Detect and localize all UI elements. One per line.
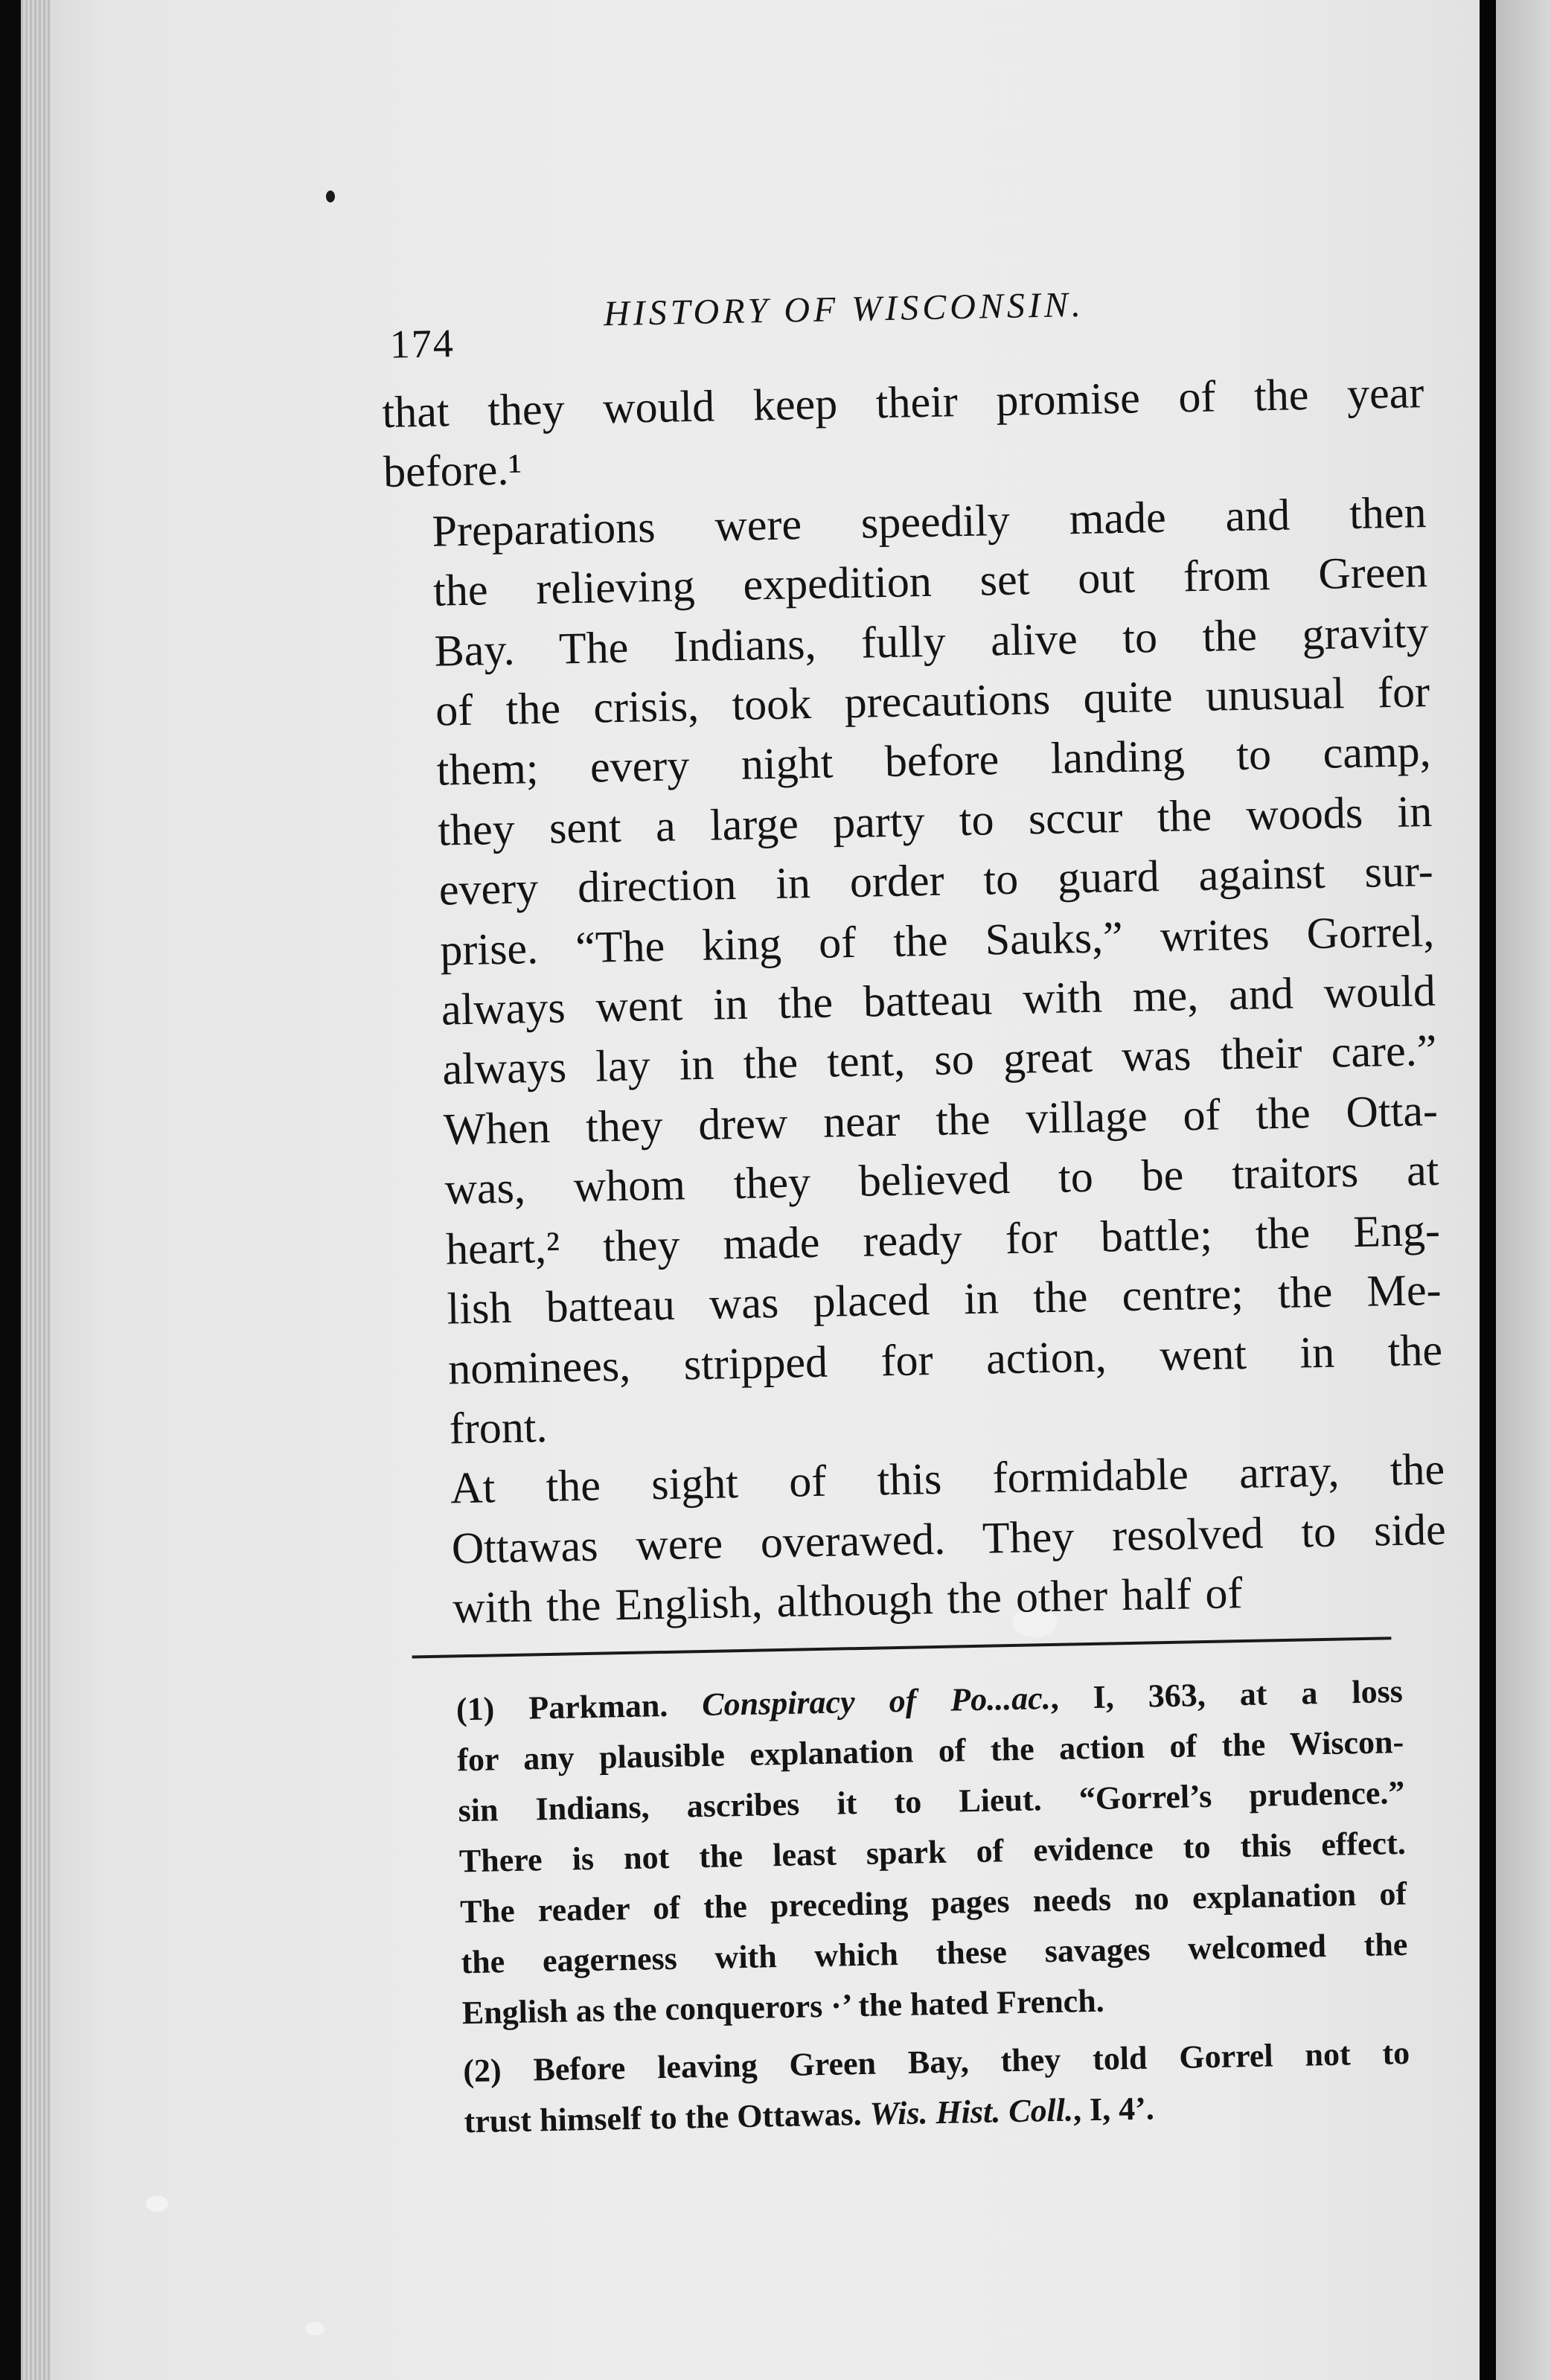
text-line: before.¹ [383,444,522,497]
text-line: always lay in the tent, so great was their care.” [441,1026,1437,1095]
text-line: that they would keep their promise of the year [381,368,1424,437]
footnotes [412,1666,1411,2147]
footnote-text: English as the conquerors ·’ the hated French. [461,1982,1105,2031]
footnote-text: , I, 363, at a loss [1050,1672,1404,1716]
footnote-text: trust himself to the Ottawas. [464,2095,871,2140]
page-number: 174 [389,321,455,367]
footnote-text: sin Indians, ascribes it to Lieut. “Gorrel’s prudence.” [458,1773,1405,1829]
footnote-rule [412,1637,1392,1658]
text-line: every direction in order to guard against sur- [438,846,1434,915]
text-line: nominees, stripped for action, went in the [447,1325,1443,1393]
citation-title: Conspiracy of Po...ac. [701,1679,1052,1723]
paper-blemish [146,2195,168,2212]
footnote-text: (1) Parkman. [455,1686,703,1727]
binding-shadow [1480,0,1496,2380]
text-line: prise. “The king of the Sauks,” writes Gorrel, [439,906,1435,975]
text-line: Ottawas were overawed. They resolved to side [451,1504,1447,1573]
text-line: Preparations were speedily made and then [431,487,1427,556]
footnote-text: for any plausible explanation of the action of the Wiscon- [456,1723,1404,1778]
body-paragraph [384,482,1444,1459]
footnote-text: , I, 4’. [1072,2090,1155,2128]
text-line: the relieving expedition set out from Green [432,547,1428,615]
footnote-text: the eagerness with which these savages welcomed the [461,1925,1408,1980]
body-text [382,362,1448,1639]
paper-blemish [305,2322,324,2335]
text-line: them; every night before landing to camp, [436,726,1432,796]
footnote-text: (2) Before leaving Green Bay, they told Gorrel not to [462,2034,1410,2089]
text-line: Bay. The Indians, fully alive to the gravity [434,607,1430,676]
footnote [412,1666,1409,2038]
text-line: with the English, although the other half of [452,1568,1243,1633]
text-line: At the sight of this formidable array, the [450,1445,1445,1513]
page-content [380,255,1457,2155]
footnote [420,2027,1411,2148]
text-line: always went in the batteau with me, and would [441,966,1436,1034]
footnote-text: The reader of the preceding pages needs no explanation of [459,1875,1407,1930]
body-paragraph [382,362,1426,502]
text-line: front. [449,1401,549,1453]
body-paragraph [403,1439,1448,1639]
footnote-text: There is not the least spark of evidence to this effect. [458,1824,1407,1879]
text-line: lish batteau was placed in the centre; the Me- [447,1264,1442,1334]
text-line: heart,² they made ready for battle; the Eng- [445,1205,1441,1274]
text-line: they sent a large party to sccur the woods in [437,786,1433,855]
text-line: of the crisis, took precautions quite unusual for [435,667,1430,735]
citation-title: Wis. Hist. Coll. [869,2091,1074,2132]
text-line: was, whom they believed to be traitors at [444,1145,1439,1214]
page-header: HISTORY OF WISCONSIN. [603,284,1085,334]
facing-page-edge [1496,0,1551,2380]
text-line: When they drew near the village of the Otta- [443,1085,1439,1154]
ink-speck [326,191,335,202]
page-edge [21,0,51,2380]
